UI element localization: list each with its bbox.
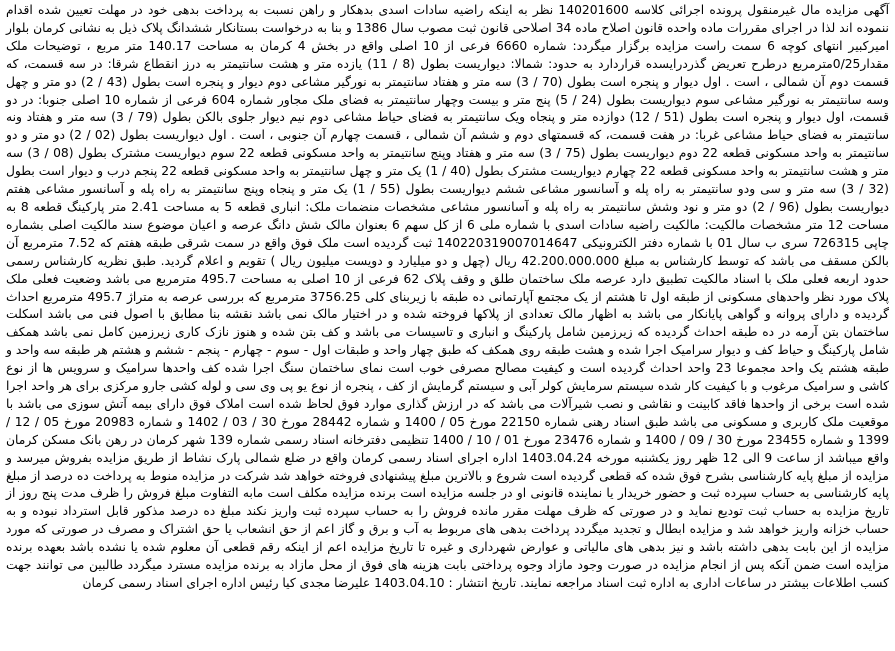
notice-text: آگهی مزایده مال غیرمنقول پرونده اجرائی کلاسه 140201600 نظر به اینکه راضیه سادات اسدی بدهکار و راهن نسبت به پرداخت بدهی خود در مهلت تعیین شده اقدام ننموده اند لذا در اجرای مقررات ماده واحده قانون اصلاح ماده 34 اصلاحی قانون ثبت مصوب سال 1386 و بنا به درخواست بستانکار ششدانگ پلاک ذیل به نشانی کرمان بلوار امیرکبیر انتهای کوچه 6 سمت راست مزایده برگزار میگردد: شماره 6660 فرعی از 10 اصلی واقع در بخش 4 کرمان به مساحت 140.17 متر مربع ، توضیحات ملک مقدار0/25مترمربع درطرح تعریض گذردرایسده قراردارد به حدود: شمالا: دیواریست بطول (8 / 11) یازده متر و هشت سانتیمتر به درز انقطاع شرقا: در سه قسمت، که قسمت دوم آن شمالی ، است . اول دیوار و پنجره است بطول (70 / 3) سه متر و هفتاد سانتیمتر به نورگیر مشاعی دوم دیوار و پنجره است بطول (43 / 2) دو متر و چهل وسه سانتیمتر به نورگیر مشاعی سوم دیواریست بطول (24 / 5) پنج متر و بیست وچهار سانتیمتر به فضای ملک مجاور شماره 604 فرعی از شماره 10 اصلی جنوبا: در دو قسمت، اول دیوار و پنجره است بطول (51 / 12) دوازده متر و پنجاه ویک سانتیمتر به فضای حیاط مشاعی دوم نیم دیوار جلوی بالکن بطول (79 / 3) سه متر و هفتاد ونه سانتیمتر به فضای حیاط مشاعی غربا: در هفت قسمت، که قسمتهای دوم و ششم آن شمالی ، قسمت چهارم آن جنوبی ، است . اول دیواریست بطول (02 / 2) دو متر و دو سانتیمتر به واحد مسکونی قطعه 22 دوم دیواریست بطول (75 / 3) سه متر و هفتاد وپنج سانتیمتر به واحد مسکونی قطعه 22 سوم دیواریست مشترک بطول (08 / 3) سه متر و هشت سانتیمتر به واحد مسکونی قطعه 22 چهارم دیواریست مشترک بطول (40 / 1) یک متر و چهل سانتیمتر به واحد مسکونی قطعه 22 پنجم درب و دیوار است بطول (32 / 3) سه متر و سی ودو سانتیمتر به راه پله و آسانسور مشاعی ششم دیواریست بطول (55 / 1) یک متر و پنجاه وپنج سانتیمتر به راه پله و آسانسور مشاعی هفتم دیواریست بطول (96 / 2) دو متر و نود وشش سانتیمتر به راه پله و آسانسور مشاعی مشخصات منضمات ملک: انباری قطعه 5 به مساحت 2.41 متر پارکینگ قطعه 8 به مساحت 12 متر مشخصات مالکیت: مالکیت راضیه سادات اسدی با شماره ملی 6 از کل سهم 6 بعنوان مالک شش دانگ عرصه و اعیان موضوع سند مالکیت اصلی بشماره چاپی 726315 سری ب سال 01 با شماره دفتر الکترونیکی 140220319007014647 ثبت گردیده است ملک فوق واقع در سمت شرقی طبقه هفتم که 7.52 مترمربع آن بالکن مسقف می باشد که توسط کارشناس به مبلغ 42.200.000.000 ریال (چهل و دو میلیارد و دویست میلیون ریال ) تقویم و اعلام گردید. طبق نظریه کارشناس رسمی حدود اربعه فعلی ملک با اسناد مالکیت تطبیق دارد عرصه ملک ساختمان طلق و وقف پلاک 62 فرعی از 10 اصلی به مساحت 495.7 مترمربع می باشد وضعیت فعلی ملک پلاک مورد نظر واحدهای مسکونی از طبقه اول تا هشتم از یک مجتمع آپارتمانی ده طبقه با زیربنای کلی 3756.25 مترمربع که بررسی عرصه به متراژ 495.7 مترمربع احداث گردیده و دارای پروانه و گواهی پایانکار می باشد به اظهار مالک تعدادی از پلاکها فروخته شده و در اختیار مالک نمی باشد نقشه بنا مطابق با اصول فنی می باشد اسکلت ساختمان بتن آرمه در ده طبقه احداث گردیده که زیرزمین شامل پارکینگ و انباری و تاسیسات می باشد و کف بتن شده و هنوز نازک کاری زیرزمین کامل نمی باشد همکف شامل پارکینگ و حیاط کف و دیوار سرامیک اجرا شده و هشت طبقه روی همکف که طبق چهار واحد و طبقات اول - سوم - چهارم - پنجم - ششم و هشتم هر طبقه سه واحد و طبقه هشتم یک واحد مجموعا 23 واحد احداث گردیده است و کیفیت مصالح مصرفی خوب است نمای ساختمان سنگ اجرا شده کف واحدها سرامیک و سرویس ها از نوع کاشی و سرامیک مرغوب و با کیفیت کار شده سیستم سرمایش کولر آبی و سیستم گرمایش از کف ، پنجره از نوع یو پی وی سی و لوله کشی جارو مرکزی برای هر واحد اجرا شده است برخی از واحدها فاقد کابینت و نقاشی و نصب شیرآلات می باشد که در ارزش گذاری موارد فوق لحاظ شده است املاک فوق دارای بیمه آتش سوزی می باشد با موقعیت ملک کاربری و مسکونی می باشد طبق اسناد رهنی شماره 22150 مورخ 05 / 1400 و شماره 28442 مورخ 30 / 03 / 1402 و شماره 20983 مورخ 05 / 12 / 1399 و شماره 23455 مورخ 30 / 09 / 1400 و شماره 23476 مورخ 01 / 10 / 1400 تنظیمی دفترخانه اسناد رسمی شماره 139 شهر کرمان در رهن بانک مسکن کرمان واقع میباشد از ساعت 9 الی 12 ظهر روز یکشنبه مورخه 1403.04.24 اداره اجرای اسناد رسمی کرمان واقع در ضلع شمالی پارک نشاط از طریق مزایده بفروش میرسد و مزایده از مبلغ پایه کارشناسی بشرح فوق شده که قطعی گردیده است شروع و بالاترین مبلغ پیشنهادی فروخته خواهد شد شرکت در مزایده منوط به پرداخت ده درصد از مبلغ پایه کارشناسی به حساب سپرده ثبت و حضور خریدار یا نماینده قانونی او در جلسه مزایده است برنده مزایده مکلف است مابه التفاوت مبلغ فروش را ظرف مدت پنج روز از تاریخ مزایده به حساب ثبت تودیع نماید و در صورتی که ظرف مهلت مقرر مانده فروش را به حساب سپرده ثبت واریز نکند مبلغ ده درصد مذکور قابل استرداد نبوده و به حساب خزانه واریز خواهد شد و مزایده ابطال و تجدید میگردد پرداخت بدهی های مربوط به آب و برق و گاز اعم از حق انشعاب یا حق اشتراک و مصرف در صورتی که مورد مزایده از این بابت بدهی داشته باشد و نیز بدهی های مالیاتی و عوارض شهرداری و غیره تا تاریخ مزایده اعم از اینکه رقم قطعی آن معلوم شده یا نشده باشد بعهده برنده مزایده است ضمن آنکه پس از انجام مزایده در صورت وجود مازاد وجوه پرداختی بابت هزینه های فوق از محل مازاد به برنده مزایده مسترد میگردد طالبین می توانند جهت کسب اطلاعات بیشتر در ساعات اداری به اداره ثبت اسناد مراجعه نمایند. تاریخ انتشار : 1403.04.10 علیرضا مجدی کیا رئیس اداره اجرای اسناد رسمی کرمان <box>6 3 890 590</box>
